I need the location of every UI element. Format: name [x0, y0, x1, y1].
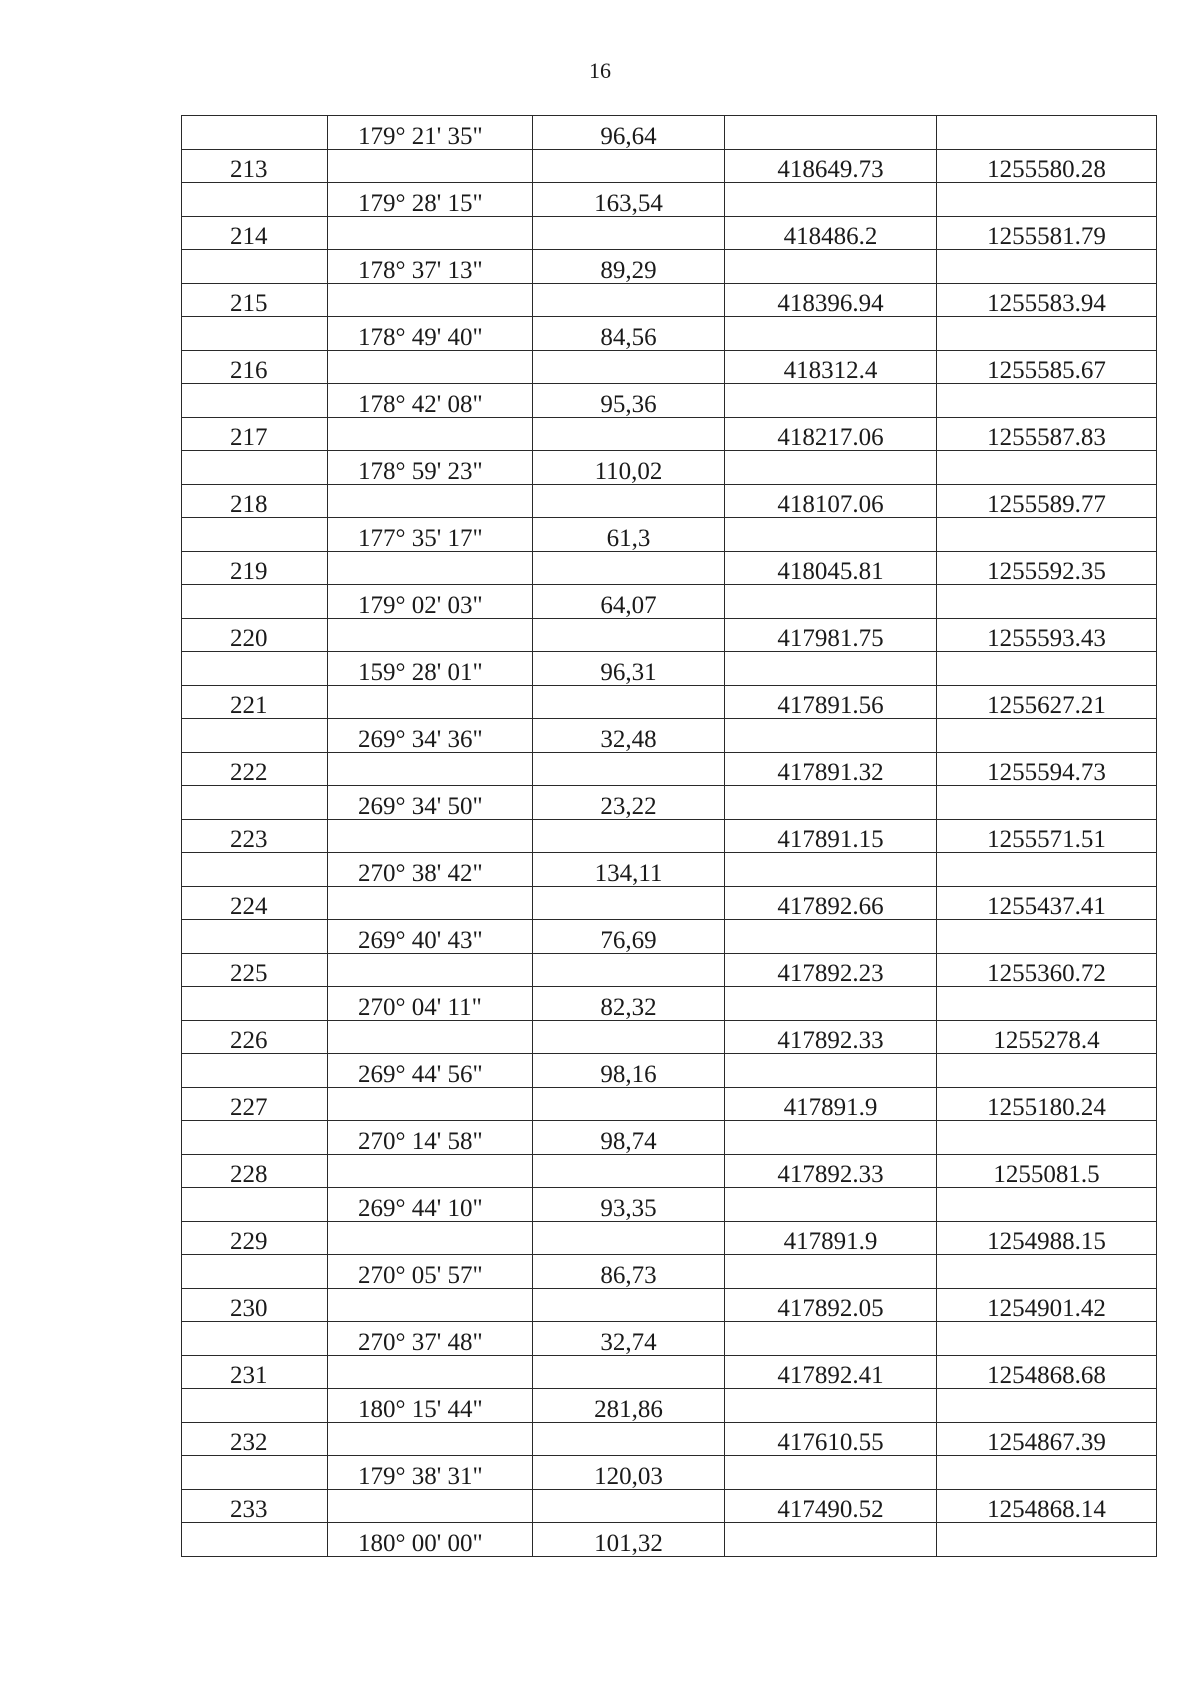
distance-cell: 93,35 — [533, 1188, 725, 1222]
table-row — [182, 786, 1157, 820]
direction-angle-cell — [328, 484, 533, 518]
point-number-cell: 221 — [182, 685, 328, 719]
point-number-cell — [182, 987, 328, 1021]
x-coordinate-cell: 417891.15 — [725, 819, 937, 853]
table-row — [182, 819, 1157, 853]
point-number-cell — [182, 786, 328, 820]
distance-cell — [533, 1087, 725, 1121]
table-row — [182, 518, 1157, 552]
distance-cell — [533, 752, 725, 786]
point-number-cell — [182, 384, 328, 418]
table-row — [182, 350, 1157, 384]
y-coordinate-cell — [937, 451, 1157, 485]
direction-angle-cell: 270° 38' 42" — [328, 853, 533, 887]
direction-angle-cell — [328, 752, 533, 786]
y-coordinate-cell — [937, 183, 1157, 217]
x-coordinate-cell: 417892.41 — [725, 1355, 937, 1389]
table-row — [182, 417, 1157, 451]
x-coordinate-cell — [725, 1255, 937, 1289]
table-row — [182, 551, 1157, 585]
direction-angle-cell: 178° 49' 40" — [328, 317, 533, 351]
direction-angle-cell — [328, 283, 533, 317]
x-coordinate-cell — [725, 719, 937, 753]
y-coordinate-cell — [937, 317, 1157, 351]
table-row — [182, 1054, 1157, 1088]
point-number-cell — [182, 652, 328, 686]
distance-cell: 76,69 — [533, 920, 725, 954]
point-number-cell — [182, 250, 328, 284]
x-coordinate-cell: 417892.33 — [725, 1020, 937, 1054]
x-coordinate-cell — [725, 1188, 937, 1222]
x-coordinate-cell: 418486.2 — [725, 216, 937, 250]
y-coordinate-cell — [937, 1255, 1157, 1289]
y-coordinate-cell: 1255583.94 — [937, 283, 1157, 317]
y-coordinate-cell: 1255627.21 — [937, 685, 1157, 719]
coordinates-table — [181, 115, 1157, 1557]
distance-cell — [533, 1355, 725, 1389]
table-row — [182, 1221, 1157, 1255]
table-row — [182, 1154, 1157, 1188]
point-number-cell — [182, 317, 328, 351]
direction-angle-cell: 179° 21' 35" — [328, 116, 533, 150]
x-coordinate-cell: 418649.73 — [725, 149, 937, 183]
y-coordinate-cell — [937, 1523, 1157, 1557]
x-coordinate-cell — [725, 384, 937, 418]
table-row — [182, 685, 1157, 719]
table-row — [182, 886, 1157, 920]
y-coordinate-cell — [937, 1389, 1157, 1423]
point-number-cell — [182, 920, 328, 954]
y-coordinate-cell — [937, 1322, 1157, 1356]
distance-cell — [533, 417, 725, 451]
direction-angle-cell: 180° 00' 00" — [328, 1523, 533, 1557]
table-row — [182, 1288, 1157, 1322]
y-coordinate-cell — [937, 920, 1157, 954]
x-coordinate-cell — [725, 1054, 937, 1088]
table-row — [182, 585, 1157, 619]
point-number-cell: 214 — [182, 216, 328, 250]
direction-angle-cell — [328, 1154, 533, 1188]
distance-cell — [533, 283, 725, 317]
table-row — [182, 953, 1157, 987]
direction-angle-cell — [328, 1221, 533, 1255]
direction-angle-cell: 177° 35' 17" — [328, 518, 533, 552]
y-coordinate-cell: 1255437.41 — [937, 886, 1157, 920]
direction-angle-cell: 180° 15' 44" — [328, 1389, 533, 1423]
y-coordinate-cell: 1255589.77 — [937, 484, 1157, 518]
x-coordinate-cell: 417981.75 — [725, 618, 937, 652]
x-coordinate-cell: 418312.4 — [725, 350, 937, 384]
table-row — [182, 987, 1157, 1021]
table-row — [182, 1121, 1157, 1155]
point-number-cell: 233 — [182, 1489, 328, 1523]
table-row — [182, 183, 1157, 217]
distance-cell: 23,22 — [533, 786, 725, 820]
point-number-cell: 228 — [182, 1154, 328, 1188]
x-coordinate-cell — [725, 1322, 937, 1356]
point-number-cell — [182, 451, 328, 485]
y-coordinate-cell — [937, 1188, 1157, 1222]
point-number-cell: 230 — [182, 1288, 328, 1322]
point-number-cell — [182, 1523, 328, 1557]
direction-angle-cell — [328, 618, 533, 652]
y-coordinate-cell: 1255585.67 — [937, 350, 1157, 384]
direction-angle-cell: 179° 38' 31" — [328, 1456, 533, 1490]
point-number-cell: 218 — [182, 484, 328, 518]
distance-cell: 61,3 — [533, 518, 725, 552]
table-row — [182, 853, 1157, 887]
direction-angle-cell — [328, 149, 533, 183]
y-coordinate-cell — [937, 853, 1157, 887]
point-number-cell: 224 — [182, 886, 328, 920]
table-row — [182, 1422, 1157, 1456]
x-coordinate-cell — [725, 183, 937, 217]
distance-cell — [533, 1020, 725, 1054]
x-coordinate-cell: 417892.05 — [725, 1288, 937, 1322]
table-row — [182, 1020, 1157, 1054]
point-number-cell — [182, 1255, 328, 1289]
y-coordinate-cell — [937, 518, 1157, 552]
point-number-cell: 213 — [182, 149, 328, 183]
direction-angle-cell: 159° 28' 01" — [328, 652, 533, 686]
direction-angle-cell — [328, 685, 533, 719]
distance-cell — [533, 819, 725, 853]
distance-cell — [533, 350, 725, 384]
y-coordinate-cell — [937, 987, 1157, 1021]
point-number-cell — [182, 719, 328, 753]
y-coordinate-cell — [937, 250, 1157, 284]
y-coordinate-cell: 1255180.24 — [937, 1087, 1157, 1121]
x-coordinate-cell — [725, 1121, 937, 1155]
distance-cell — [533, 149, 725, 183]
y-coordinate-cell — [937, 1121, 1157, 1155]
table-row — [182, 1456, 1157, 1490]
table-row — [182, 451, 1157, 485]
direction-angle-cell: 178° 42' 08" — [328, 384, 533, 418]
point-number-cell: 229 — [182, 1221, 328, 1255]
table-row — [182, 116, 1157, 150]
x-coordinate-cell: 417610.55 — [725, 1422, 937, 1456]
distance-cell: 101,32 — [533, 1523, 725, 1557]
direction-angle-cell: 179° 28' 15" — [328, 183, 533, 217]
direction-angle-cell — [328, 1489, 533, 1523]
direction-angle-cell: 269° 34' 36" — [328, 719, 533, 753]
distance-cell — [533, 1489, 725, 1523]
distance-cell — [533, 953, 725, 987]
x-coordinate-cell — [725, 987, 937, 1021]
distance-cell — [533, 1221, 725, 1255]
direction-angle-cell: 270° 04' 11" — [328, 987, 533, 1021]
point-number-cell: 217 — [182, 417, 328, 451]
x-coordinate-cell: 417891.32 — [725, 752, 937, 786]
table-row — [182, 484, 1157, 518]
distance-cell: 96,31 — [533, 652, 725, 686]
table-row — [182, 250, 1157, 284]
distance-cell — [533, 216, 725, 250]
x-coordinate-cell — [725, 518, 937, 552]
point-number-cell — [182, 183, 328, 217]
point-number-cell: 225 — [182, 953, 328, 987]
distance-cell: 98,16 — [533, 1054, 725, 1088]
table-row — [182, 1489, 1157, 1523]
direction-angle-cell — [328, 417, 533, 451]
table-row — [182, 1188, 1157, 1222]
y-coordinate-cell: 1254868.14 — [937, 1489, 1157, 1523]
y-coordinate-cell: 1255593.43 — [937, 618, 1157, 652]
point-number-cell — [182, 585, 328, 619]
distance-cell: 64,07 — [533, 585, 725, 619]
x-coordinate-cell — [725, 585, 937, 619]
y-coordinate-cell: 1255587.83 — [937, 417, 1157, 451]
distance-cell — [533, 484, 725, 518]
direction-angle-cell: 270° 14' 58" — [328, 1121, 533, 1155]
distance-cell: 84,56 — [533, 317, 725, 351]
direction-angle-cell: 270° 37' 48" — [328, 1322, 533, 1356]
y-coordinate-cell: 1255081.5 — [937, 1154, 1157, 1188]
x-coordinate-cell — [725, 1389, 937, 1423]
distance-cell — [533, 685, 725, 719]
coordinates-table-body — [182, 116, 1157, 1557]
distance-cell — [533, 618, 725, 652]
distance-cell: 281,86 — [533, 1389, 725, 1423]
direction-angle-cell — [328, 1288, 533, 1322]
y-coordinate-cell: 1255278.4 — [937, 1020, 1157, 1054]
distance-cell: 163,54 — [533, 183, 725, 217]
direction-angle-cell — [328, 953, 533, 987]
direction-angle-cell: 270° 05' 57" — [328, 1255, 533, 1289]
direction-angle-cell: 269° 34' 50" — [328, 786, 533, 820]
x-coordinate-cell — [725, 1456, 937, 1490]
y-coordinate-cell — [937, 585, 1157, 619]
table-row — [182, 216, 1157, 250]
x-coordinate-cell: 418107.06 — [725, 484, 937, 518]
y-coordinate-cell — [937, 719, 1157, 753]
table-row — [182, 283, 1157, 317]
y-coordinate-cell: 1254988.15 — [937, 1221, 1157, 1255]
distance-cell: 82,32 — [533, 987, 725, 1021]
x-coordinate-cell: 418217.06 — [725, 417, 937, 451]
distance-cell: 32,48 — [533, 719, 725, 753]
x-coordinate-cell — [725, 451, 937, 485]
distance-cell — [533, 551, 725, 585]
distance-cell — [533, 1288, 725, 1322]
y-coordinate-cell — [937, 1054, 1157, 1088]
point-number-cell — [182, 1322, 328, 1356]
point-number-cell: 232 — [182, 1422, 328, 1456]
direction-angle-cell: 179° 02' 03" — [328, 585, 533, 619]
point-number-cell: 226 — [182, 1020, 328, 1054]
x-coordinate-cell — [725, 116, 937, 150]
x-coordinate-cell: 418396.94 — [725, 283, 937, 317]
point-number-cell — [182, 518, 328, 552]
point-number-cell — [182, 116, 328, 150]
table-row — [182, 920, 1157, 954]
y-coordinate-cell — [937, 786, 1157, 820]
distance-cell — [533, 1154, 725, 1188]
point-number-cell — [182, 1188, 328, 1222]
table-row — [182, 1322, 1157, 1356]
table-row — [182, 1087, 1157, 1121]
distance-cell: 86,73 — [533, 1255, 725, 1289]
x-coordinate-cell: 418045.81 — [725, 551, 937, 585]
y-coordinate-cell: 1255594.73 — [937, 752, 1157, 786]
x-coordinate-cell: 417891.9 — [725, 1087, 937, 1121]
table-row — [182, 1523, 1157, 1557]
x-coordinate-cell: 417490.52 — [725, 1489, 937, 1523]
y-coordinate-cell — [937, 1456, 1157, 1490]
point-number-cell: 227 — [182, 1087, 328, 1121]
distance-cell: 120,03 — [533, 1456, 725, 1490]
table-row — [182, 752, 1157, 786]
x-coordinate-cell: 417892.33 — [725, 1154, 937, 1188]
x-coordinate-cell — [725, 1523, 937, 1557]
direction-angle-cell — [328, 551, 533, 585]
direction-angle-cell: 269° 44' 56" — [328, 1054, 533, 1088]
point-number-cell — [182, 1456, 328, 1490]
y-coordinate-cell: 1255592.35 — [937, 551, 1157, 585]
point-number-cell: 231 — [182, 1355, 328, 1389]
point-number-cell: 220 — [182, 618, 328, 652]
y-coordinate-cell: 1254901.42 — [937, 1288, 1157, 1322]
direction-angle-cell: 269° 44' 10" — [328, 1188, 533, 1222]
y-coordinate-cell — [937, 116, 1157, 150]
x-coordinate-cell — [725, 920, 937, 954]
point-number-cell: 219 — [182, 551, 328, 585]
direction-angle-cell — [328, 819, 533, 853]
distance-cell: 32,74 — [533, 1322, 725, 1356]
y-coordinate-cell — [937, 652, 1157, 686]
direction-angle-cell — [328, 350, 533, 384]
direction-angle-cell: 178° 37' 13" — [328, 250, 533, 284]
table-row — [182, 1255, 1157, 1289]
y-coordinate-cell: 1255580.28 — [937, 149, 1157, 183]
point-number-cell: 222 — [182, 752, 328, 786]
y-coordinate-cell: 1254867.39 — [937, 1422, 1157, 1456]
distance-cell: 96,64 — [533, 116, 725, 150]
direction-angle-cell — [328, 1422, 533, 1456]
point-number-cell — [182, 1121, 328, 1155]
direction-angle-cell: 178° 59' 23" — [328, 451, 533, 485]
table-row — [182, 384, 1157, 418]
y-coordinate-cell: 1255581.79 — [937, 216, 1157, 250]
x-coordinate-cell — [725, 853, 937, 887]
table-row — [182, 1355, 1157, 1389]
point-number-cell: 215 — [182, 283, 328, 317]
page-number: 16 — [589, 58, 611, 83]
x-coordinate-cell: 417892.66 — [725, 886, 937, 920]
x-coordinate-cell — [725, 786, 937, 820]
y-coordinate-cell: 1254868.68 — [937, 1355, 1157, 1389]
table-row — [182, 1389, 1157, 1423]
x-coordinate-cell — [725, 652, 937, 686]
distance-cell: 95,36 — [533, 384, 725, 418]
table-row — [182, 317, 1157, 351]
distance-cell: 134,11 — [533, 853, 725, 887]
direction-angle-cell — [328, 886, 533, 920]
x-coordinate-cell: 417891.9 — [725, 1221, 937, 1255]
direction-angle-cell — [328, 1355, 533, 1389]
point-number-cell — [182, 1054, 328, 1088]
x-coordinate-cell — [725, 250, 937, 284]
distance-cell — [533, 1422, 725, 1456]
x-coordinate-cell — [725, 317, 937, 351]
direction-angle-cell — [328, 216, 533, 250]
table-row — [182, 719, 1157, 753]
table-row — [182, 652, 1157, 686]
y-coordinate-cell — [937, 384, 1157, 418]
point-number-cell — [182, 853, 328, 887]
y-coordinate-cell: 1255571.51 — [937, 819, 1157, 853]
point-number-cell — [182, 1389, 328, 1423]
y-coordinate-cell: 1255360.72 — [937, 953, 1157, 987]
direction-angle-cell — [328, 1087, 533, 1121]
table-row — [182, 618, 1157, 652]
distance-cell: 89,29 — [533, 250, 725, 284]
direction-angle-cell: 269° 40' 43" — [328, 920, 533, 954]
distance-cell: 98,74 — [533, 1121, 725, 1155]
direction-angle-cell — [328, 1020, 533, 1054]
point-number-cell: 216 — [182, 350, 328, 384]
x-coordinate-cell: 417892.23 — [725, 953, 937, 987]
table-row — [182, 149, 1157, 183]
distance-cell — [533, 886, 725, 920]
point-number-cell: 223 — [182, 819, 328, 853]
x-coordinate-cell: 417891.56 — [725, 685, 937, 719]
distance-cell: 110,02 — [533, 451, 725, 485]
